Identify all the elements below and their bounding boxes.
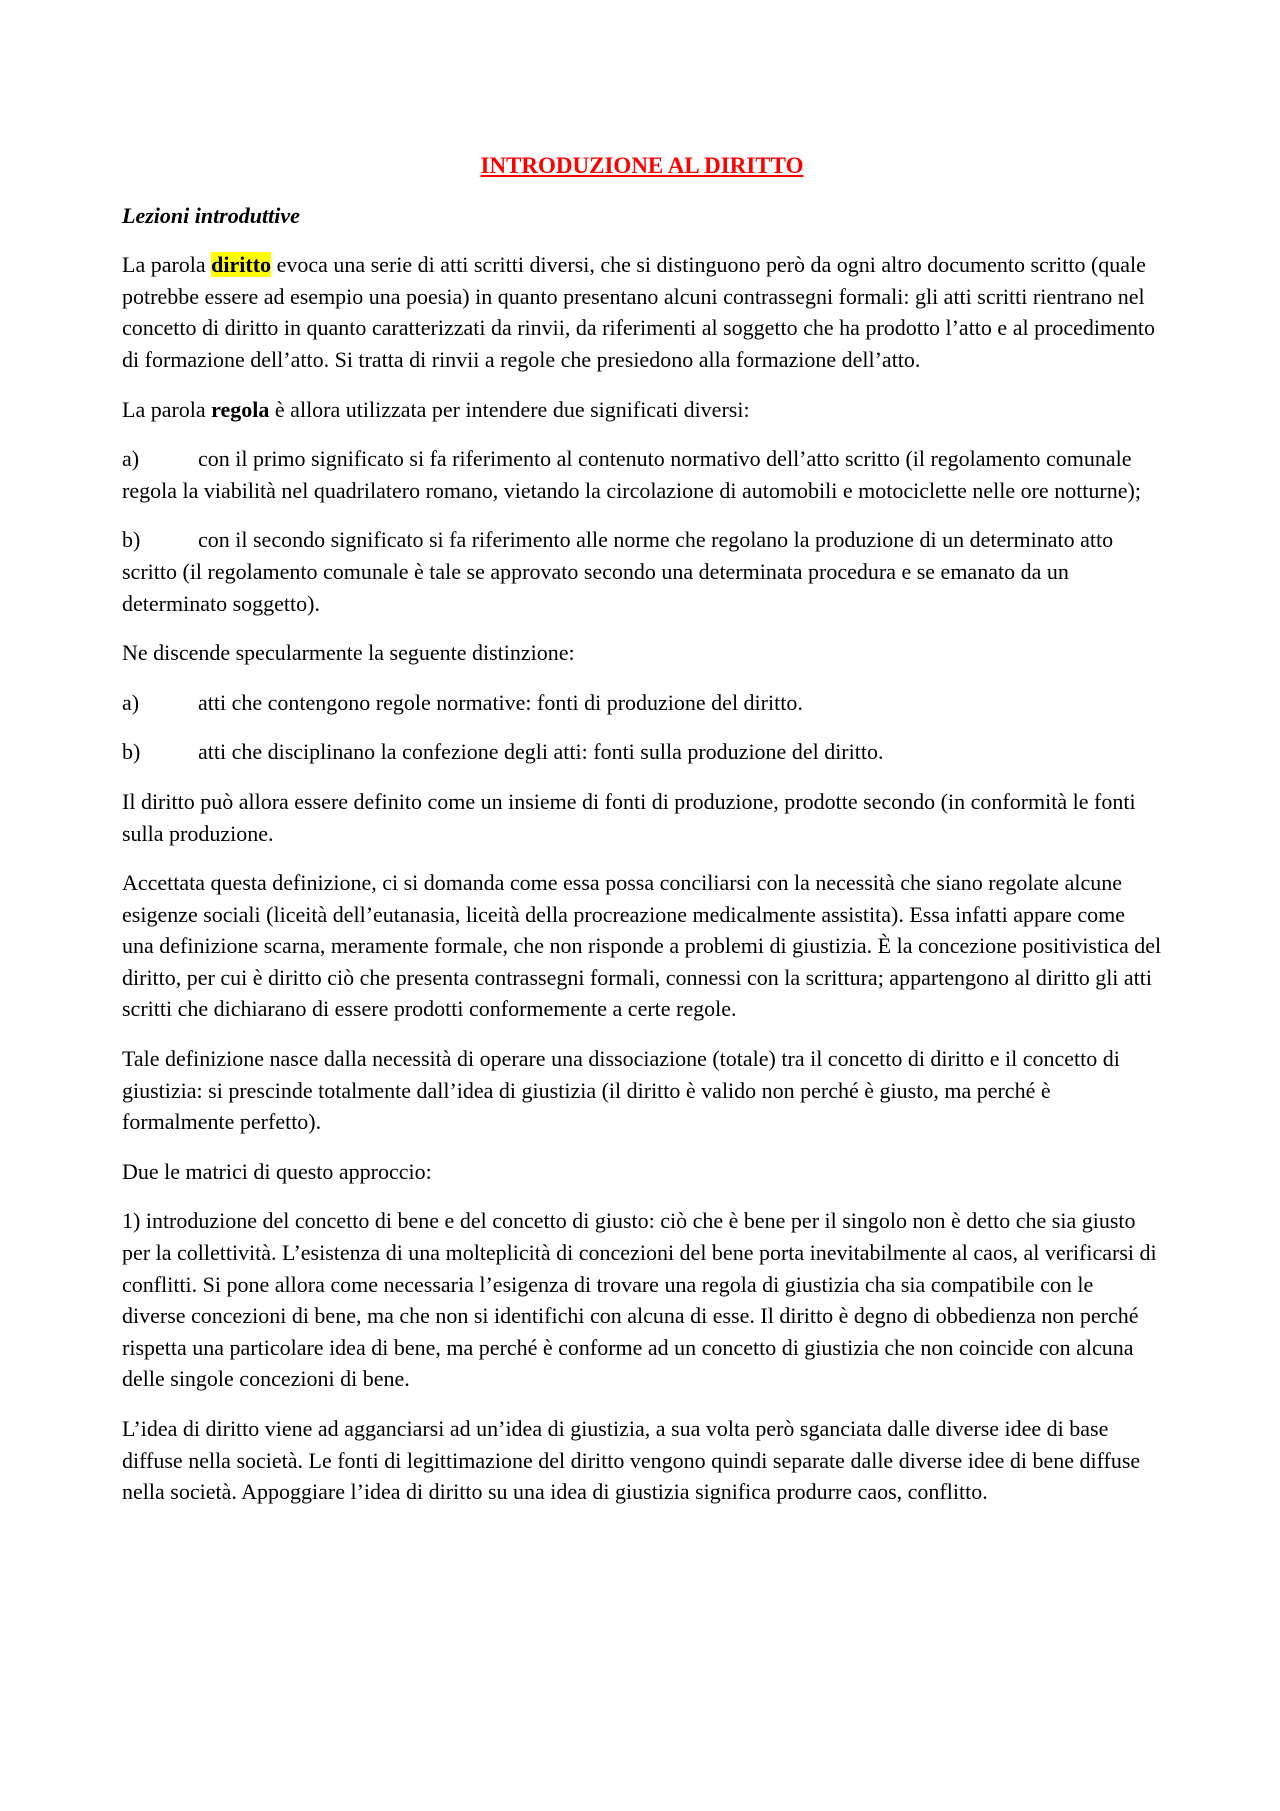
paragraph-4: Il diritto può allora essere definito come un insieme di fonti di produzione, prodotte secondo (in conformità le fonti sulla produzione. [122, 788, 1136, 846]
bold-word: regola [211, 396, 270, 422]
list-item [122, 524, 1162, 619]
paragraph-1 [122, 249, 1162, 375]
document-title: INTRODUZIONE AL DIRITTO [480, 153, 804, 178]
paragraph-7: Due le matrici di questo approccio: [122, 1158, 432, 1184]
list-item-text: con il secondo significato si fa riferimento alle norme che regolano la produzione di un determinato atto scritto (il regolamento comunale è tale se approvato secondo una determinata procedura e se emanato da un determinato soggetto). [122, 527, 1114, 616]
section-subtitle: Lezioni introduttive [122, 202, 300, 228]
paragraph-1-pre: La parola [122, 252, 212, 278]
list-item-text: atti che contengono regole normative: fonti di produzione del diritto. [198, 689, 803, 715]
paragraph-2 [122, 394, 1162, 426]
list-marker: a) [122, 689, 140, 715]
paragraph-6: Tale definizione nasce dalla necessità di operare una dissociazione (totale) tra il concetto di diritto e il concetto di giustizia: si prescinde totalmente dall’idea di giustizia (il diritto è valido non perché è giusto, ma perché è formalmente perfetto). [122, 1046, 1120, 1135]
highlighted-word: diritto [211, 252, 272, 278]
list-marker: b) [122, 739, 141, 765]
list-item [122, 687, 1162, 719]
paragraph-9: L’idea di diritto viene ad agganciarsi ad un’idea di giustizia, a sua volta però sganciata dalle diverse idee di base diffuse nella società. Le fonti di legittimazione del diritto vengono quindi separate dalle diverse idee di bene diffuse nella società. Appoggiare l’idea di diritto su una idea di giustizia significa produrre caos, conflitto. [122, 1416, 1141, 1505]
paragraph-2-pre: La parola [122, 396, 212, 422]
list-marker: a) [122, 446, 140, 472]
paragraph-1-post: evoca una serie di atti scritti diversi, che si distinguono però da ogni altro documento scritto (quale potrebbe essere ad esempio una poesia) in quanto presentano alcuni contrassegni formali: gli atti scritti rientrano nel concetto di diritto in quanto caratterizzati da rinvii, da riferimenti al soggetto che ha prodotto l’atto e al procedimento di formazione dell’atto. Si tratta di rinvii a regole che presiedono alla formazione dell’atto. [122, 252, 1156, 372]
paragraph-5: Accettata questa definizione, ci si domanda come essa possa conciliarsi con la necessità che siano regolate alcune esigenze sociali (liceità dell’eutanasia, liceità della procreazione medicalmente assistita). Essa infatti appare come una definizione scarna, meramente formale, che non risponde a problemi di giustizia. È la concezione positivistica del diritto, per cui è diritto ciò che presenta contrassegni formali, connessi con la scrittura; appartengono al diritto gli atti scritti che dichiarano di essere prodotti conformemente a certe regole. [122, 870, 1162, 1022]
list-item-text: con il primo significato si fa riferimento al contenuto normativo dell’atto scritto (il regolamento comunale regola la viabilità nel quadrilatero romano, vietando la circolazione di automobili e motociclette nelle ore notturne); [122, 446, 1141, 503]
list-item [122, 736, 1162, 768]
list-item [122, 443, 1162, 506]
list-marker: b) [122, 527, 141, 553]
document-page [122, 150, 1162, 1526]
paragraph-3: Ne discende specularmente la seguente distinzione: [122, 640, 575, 666]
paragraph-2-post: è allora utilizzata per intendere due significati diversi: [269, 396, 750, 422]
list-item-text: atti che disciplinano la confezione degli atti: fonti sulla produzione del diritto. [198, 739, 884, 765]
paragraph-8: 1) introduzione del concetto di bene e del concetto di giusto: ciò che è bene per il singolo non è detto che sia giusto per la collettività. L’esistenza di una molteplicità di concezioni del bene porta inevitabilmente al caos, al verificarsi di conflitti. Si pone allora come necessaria l’esigenza di trovare una regola di giustizia cha sia compatibile con le diverse concezioni di bene, ma che non si identifichi con alcuna di esse. Il diritto è degno di obbedienza non perché rispetta una particolare idea di bene, ma perché è conforme ad un concetto di giustizia che non coincide con alcuna delle singole concezioni di bene. [122, 1208, 1157, 1392]
